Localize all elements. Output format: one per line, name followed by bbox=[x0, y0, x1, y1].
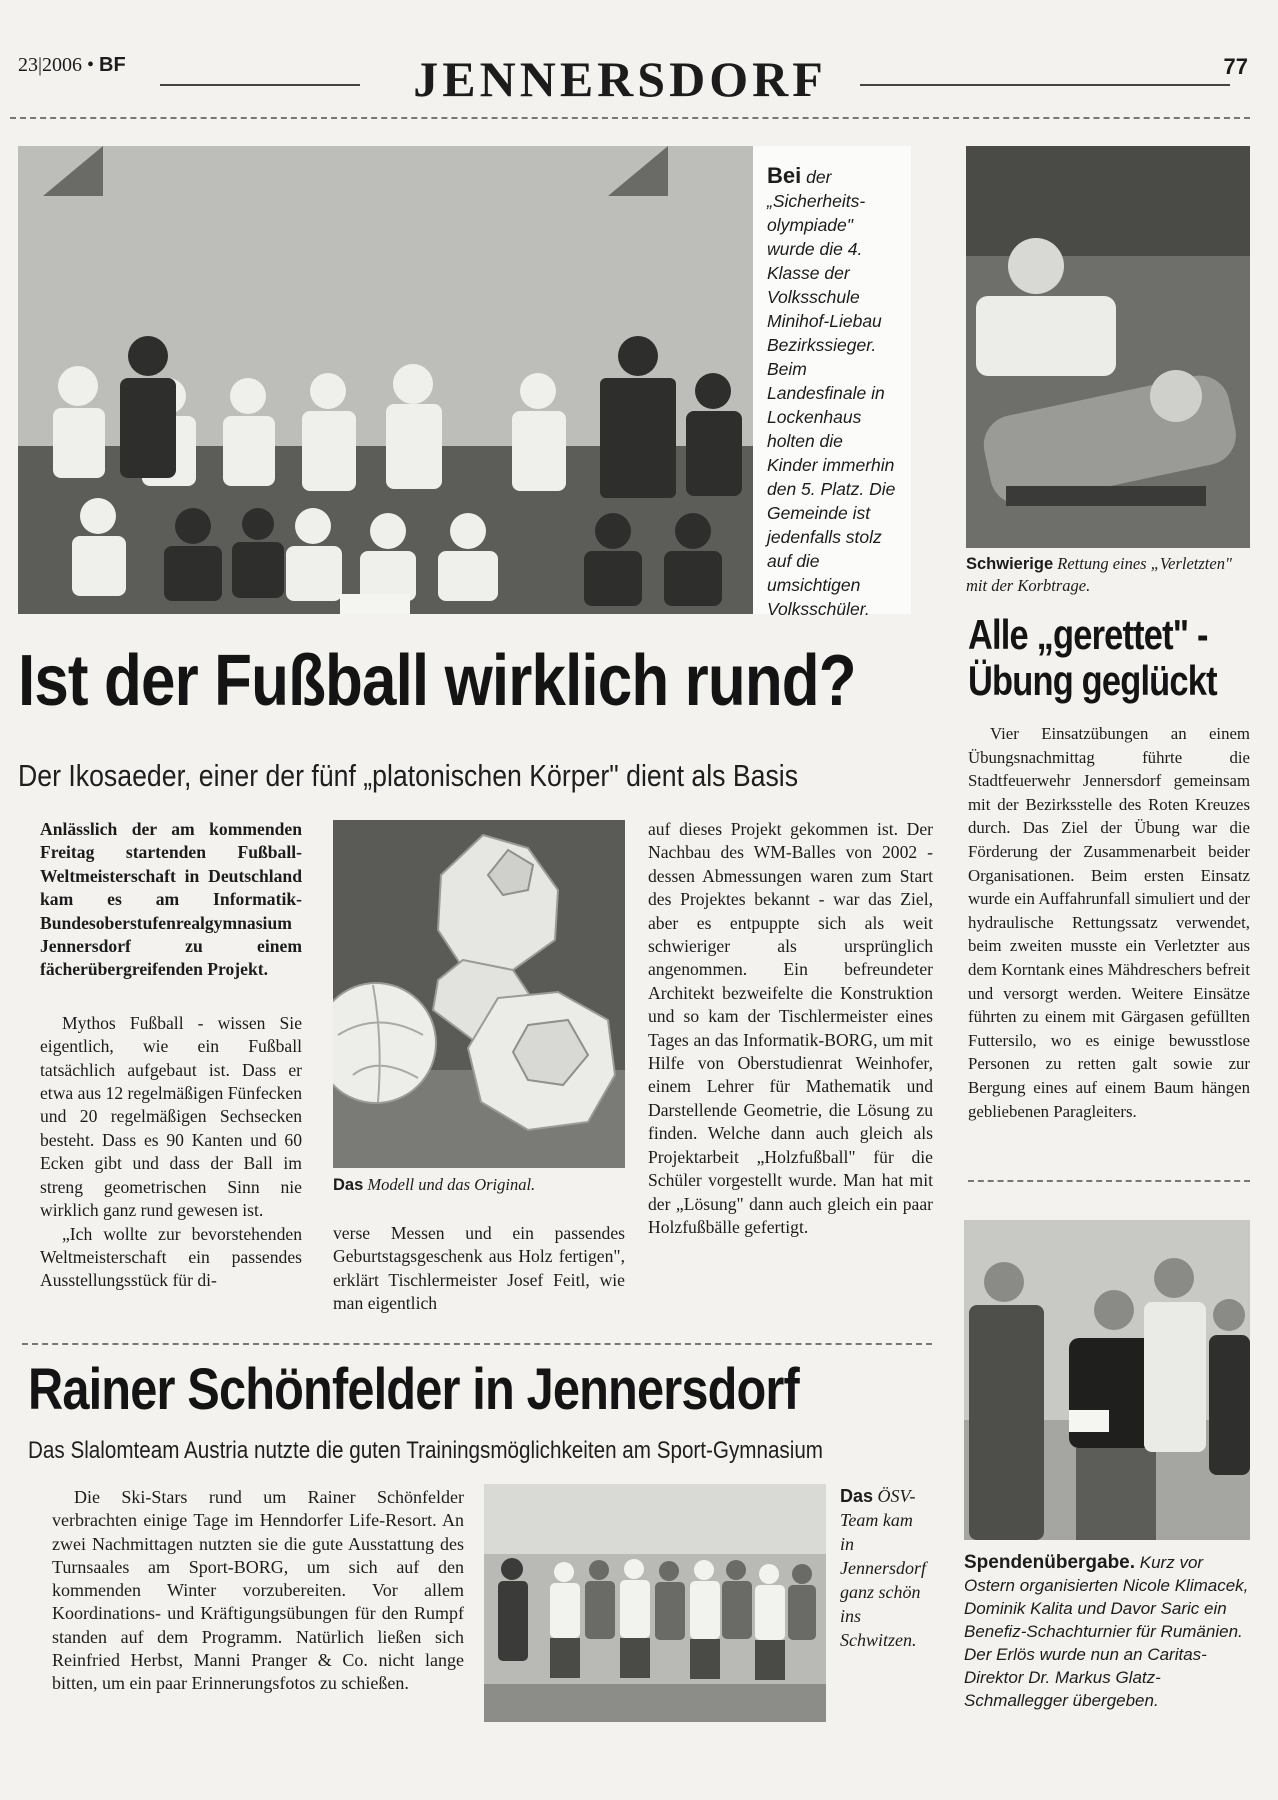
bottom-body-text: Die Ski-Stars rund um Rainer Schönfelder verbrachten einige Tage im Henndorfer Life-Resort. An zwei Nachmittagen nutzten sie die gute Ausstattung des Turnsaales am Sport-BORG, um sich auf den kommenden Winter vorzubereiten. Vor allem Koordinations- und Kräftigungsübungen für den Rumpf standen auf dem Programm. Natürlich ließen sich Reinfried Herbst, Manni Pranger & Co. nicht lange bitten, um ein paar Erinnerungsfotos zu schießen. bbox=[52, 1487, 464, 1694]
ski-team-illustration bbox=[484, 1484, 826, 1722]
school-caption-lead: Bei bbox=[767, 163, 802, 188]
side-headline-line2: Übung geglückt bbox=[968, 657, 1217, 704]
main-col1-para1: Mythos Fußball - wissen Sie eigentlich, wie ein Fußball tatsächlich aufgebaut ist. Dass er etwa aus 12 regelmäßigen Fünfecken und 20 regelmäßigen Sechsecken besteht. Dass es 90 Kanten und 60 Ecken gibt und dass der Ball im streng geometrischen Sinn nie wirklich ganz rund gewesen ist. bbox=[40, 1012, 302, 1221]
main-col-1 bbox=[40, 818, 302, 1293]
issue-label: 23|2006 • BF bbox=[18, 54, 126, 76]
ball-caption-lead: Das bbox=[333, 1176, 364, 1194]
ski-team-caption bbox=[840, 1484, 928, 1652]
donation-photo bbox=[964, 1220, 1250, 1540]
rescue-illustration bbox=[966, 146, 1250, 548]
main-col-3 bbox=[648, 818, 933, 1239]
side-divider bbox=[968, 1180, 1250, 1182]
main-col2-text: verse Messen und ein passendes Geburtstagsgeschenk aus Holz fertigen", erklärt Tischlermeister Josef Feitl, wie man eigentlich bbox=[333, 1223, 625, 1314]
rescue-photo bbox=[966, 146, 1250, 548]
ski-caption-text: ÖSV-Team kam in Jennersdorf ganz schön ins Schwitzen. bbox=[840, 1486, 926, 1650]
main-intro: Anlässlich der am kommenden Freitag startenden Fußball-Weltmeisterschaft in Deutschland kam es am Informatik-Bundesoberstufenrealgymnasium Jennersdorf zu einem fächerübergreifenden Projekt. bbox=[40, 819, 302, 980]
donation-caption-lead: Spendenübergabe. bbox=[964, 1552, 1136, 1573]
ball-caption-text: Modell und das Original. bbox=[367, 1175, 536, 1194]
bottom-divider bbox=[22, 1343, 932, 1345]
issue-number: 23|2006 bbox=[18, 54, 83, 76]
bottom-headline: Rainer Schönfelder in Jennersdorf bbox=[28, 1357, 799, 1422]
header-rule-right bbox=[860, 84, 1230, 86]
donation-caption-text: Kurz vor Ostern organisierten Nicole Klimacek, Dominik Kalita und Davor Saric ein Benefiz-Schachturnier für Rumänien. Der Erlös wurde nun an Caritas-Direktor Dr. Markus Glatz-Schmallegger übergeben. bbox=[964, 1553, 1249, 1710]
ball-photo-caption bbox=[333, 1174, 625, 1196]
donation-illustration bbox=[964, 1220, 1250, 1540]
section-title: JENNERSDORF bbox=[413, 51, 827, 107]
side-body-text: Vier Einsatzübungen an einem Übungsnachmittag führte die Stadtfeuerwehr Jennersdorf gemeinsam mit der Bezirksstelle des Roten Kreuzes durch. Das Ziel der Übung war die Förderung der Zusammenarbeit beider Organisationen. Beim ersten Einsatz wurde ein Auffahrunfall simuliert und der hydraulische Rettungssatz verwendet, beim zweiten musste ein Verletzter aus dem Korntank eines Mähdreschers befreit und versorgt werden. Weitere Einsätze führten zu einem mit Gärgasen gefüllten Futtersilo, wo es einige bewusstlose Personen zu retten galt sowie zur Bergung eines auf einem Baum hängen gebliebenen Paragleiters. bbox=[968, 724, 1250, 1121]
side-headline bbox=[968, 611, 1217, 704]
side-article-body bbox=[968, 722, 1250, 1123]
school-photo-caption bbox=[753, 146, 911, 619]
main-headline: Ist der Fußball wirklich rund? bbox=[18, 641, 856, 721]
wooden-ball-photo bbox=[333, 820, 625, 1168]
school-group-illustration bbox=[18, 146, 753, 614]
school-group-photo bbox=[18, 146, 753, 614]
rescue-photo-caption bbox=[966, 553, 1250, 597]
bottom-article-body bbox=[52, 1486, 464, 1696]
main-subhead: Der Ikosaeder, einer der fünf „platonischen Körper" dient als Basis bbox=[18, 758, 799, 793]
ski-team-photo bbox=[484, 1484, 826, 1722]
header-divider bbox=[10, 117, 1250, 119]
balls-illustration bbox=[333, 820, 625, 1168]
rescue-caption-text: Rettung eines „Verletzten" mit der Korbtrage. bbox=[966, 554, 1232, 595]
main-col1-para2: „Ich wollte zur bevorstehenden Weltmeisterschaft ein passendes Ausstellungsstück für di- bbox=[40, 1223, 302, 1291]
ski-caption-lead: Das bbox=[840, 1486, 874, 1506]
school-caption-text: der „Sicherheits-olympiade" wurde die 4. Klasse der Volksschule Minihof-Liebau Bezirkssieger. Beim Landesfinale in Lockenhaus holten die Kinder immerhin den 5. Platz. Die Gemeinde ist jedenfalls stolz auf die umsichtigen Volksschüler. bbox=[767, 167, 896, 619]
main-col3-text: auf dieses Projekt gekommen ist. Der Nachbau des WM-Balles von 2002 - dessen Abmessungen waren zum Start des Projektes bekannt - war das Ziel, aber es entpuppte sich als weit schwieriger als ursprünglich angenommen. Ein befreundeter Architekt bezweifelte die Konstruktion und so kam der Tischlermeister eines Tages an das Informatik-BORG, um mit Hilfe von Oberstudienrat Weinhofer, einem Lehrer für Mathematik und Darstellende Geometrie, die Lösung zu finden. Welche dann auch gleich als Projektarbeit „Holzfußball" für die Schüler vorgestellt wurde. Man hat mit der „Lösung" dann auch gleich ein paar Holzfußbälle gefertigt. bbox=[648, 819, 933, 1237]
brand-label: BF bbox=[99, 54, 126, 76]
rescue-caption-lead: Schwierige bbox=[966, 555, 1054, 573]
donation-caption bbox=[964, 1551, 1250, 1712]
page-number: 77 bbox=[1223, 54, 1248, 79]
side-headline-line1: Alle „gerettet" - bbox=[968, 611, 1208, 658]
bottom-subhead: Das Slalomteam Austria nutzte die guten Trainingsmöglichkeiten am Sport-Gymnasium bbox=[28, 1437, 824, 1464]
header-rule-left bbox=[160, 84, 360, 86]
main-col-2 bbox=[333, 1222, 625, 1316]
